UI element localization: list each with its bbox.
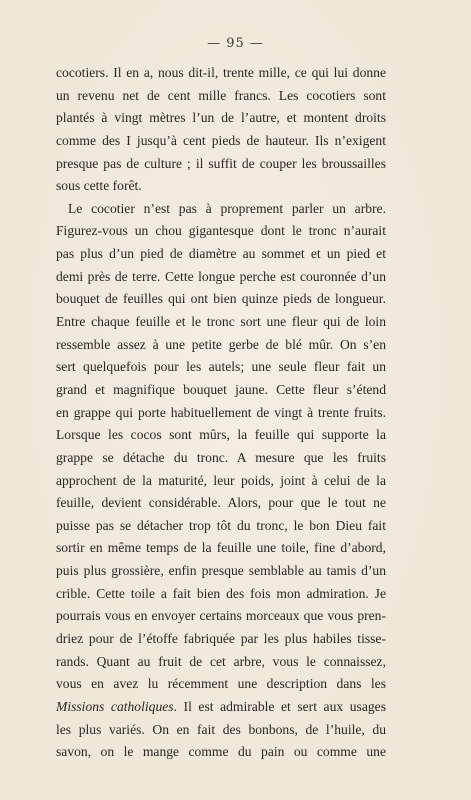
text-line: sortir en même temps de la feuille une toile, fine d’abord, xyxy=(56,540,386,556)
text-line: feuille, devient considérable. Alors, pour que le tout ne xyxy=(56,495,386,511)
text-line-rest: . Il est admirable et sert aux usages xyxy=(173,698,386,714)
text-line: rands. Quant au fruit de cet arbre, vous le connaissez, xyxy=(56,653,386,669)
text-line: Figurez-vous un chou gigantesque dont le tronc n’aurait xyxy=(56,223,386,239)
page-number: — 95 — xyxy=(207,36,264,51)
text-line: crible. Cette toile a fait bien des fois mon admiration. Je xyxy=(56,585,386,601)
text-line: driez pour de l’étoffe fabriquée par les plus habiles tisse- xyxy=(56,631,386,647)
text-line: Lorsque les cocos sont mûrs, la feuille qui supporte la xyxy=(56,427,386,443)
text-line: approchent de la maturité, leur poids, joint à celui de la xyxy=(56,472,386,488)
text-line: cocotiers. Il en a, nous dit-il, trente mille, ce qui lui donne xyxy=(56,65,386,80)
text-line: en grappe qui porte habituellement de vingt à trente fruits. xyxy=(56,404,386,420)
text-line: vous en avez lu récemment une description dans les xyxy=(56,676,386,692)
body-text xyxy=(56,62,386,764)
text-line: un revenu net de cent mille francs. Les cocotiers sont xyxy=(56,87,386,103)
text-line: grappe se détache du tronc. A mesure que les fruits xyxy=(56,449,386,465)
text-line: bouquet de feuilles qui ont bien quinze pieds de longueur. xyxy=(56,291,386,307)
text-line: presque pas de culture ; il suffit de couper les broussailles xyxy=(56,155,386,171)
text-line: puisse pas se détacher trop tôt du tronc, le bon Dieu fait xyxy=(56,517,386,533)
text-line: pourrais vous en envoyer certains morceaux que vous pren- xyxy=(56,608,386,624)
text-line: ressemble assez à une petite gerbe de blé mûr. On s’en xyxy=(56,336,386,352)
text-line: sous cette forêt. xyxy=(56,178,142,194)
text-line xyxy=(56,696,386,719)
text-line: pas plus d’un pied de diamètre au sommet et un pied et xyxy=(56,246,386,262)
text-line: Le cocotier n’est pas à proprement parler un arbre. xyxy=(68,200,386,216)
text-line: comme des I jusqu’à cent pieds de hauteur. Ils n’exigent xyxy=(56,132,386,148)
text-line: grand et magnifique bouquet jaune. Cette fleur s’étend xyxy=(56,381,386,397)
text-line: demi près de terre. Cette longue perche est couronnée d’un xyxy=(56,268,386,284)
text-line: sert quelquefois pour les autels; une seule fleur fait un xyxy=(56,359,386,375)
text-line: les plus variés. On en fait des bonbons, de l’huile, du xyxy=(56,721,386,737)
italic-title: Missions catholiques xyxy=(56,698,174,714)
text-line: puis plus grossière, enfin presque semblable au tamis d’un xyxy=(56,563,386,579)
text-line: plantés à vingt mètres l’un de l’autre, et montent droits xyxy=(56,110,386,126)
text-line: Entre chaque feuille et le tronc sort une fleur qui de loin xyxy=(56,314,386,330)
text-line: savon, on le mange comme du pain ou comme une xyxy=(56,744,386,760)
